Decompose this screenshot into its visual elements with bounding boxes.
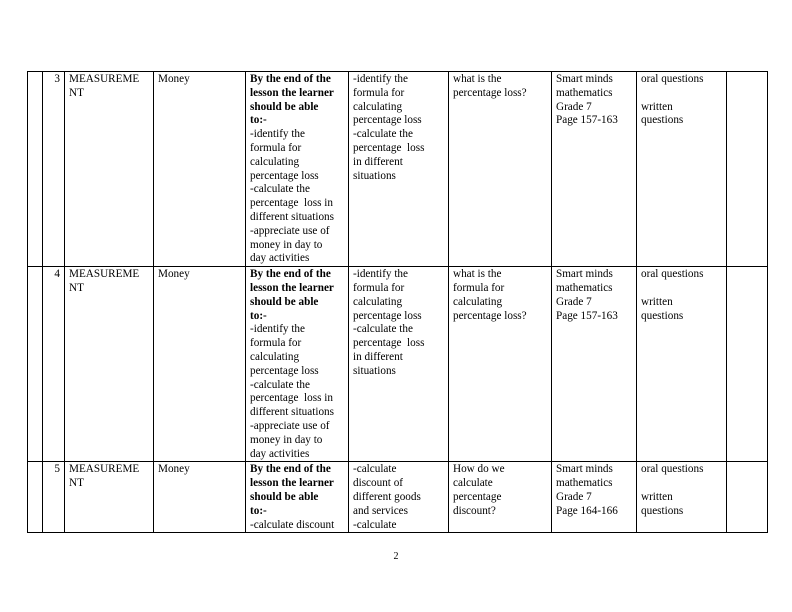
outcomes-heading-line: should be able bbox=[250, 100, 319, 113]
learning-experiences-cell-line: -calculate the bbox=[353, 128, 413, 141]
outcomes-heading-line: to:- bbox=[250, 504, 267, 517]
outcome-line: percentage loss in bbox=[250, 392, 333, 405]
assessment-cell bbox=[637, 72, 727, 267]
learning-outcomes-cell bbox=[246, 462, 349, 533]
assessment-cell bbox=[637, 462, 727, 533]
sub-strand-cell: Money bbox=[154, 267, 246, 462]
outcome-line: calculating bbox=[250, 155, 300, 168]
key-inquiry-cell-line: percentage loss? bbox=[453, 86, 527, 99]
learning-experiences-cell-line: -identify the bbox=[353, 268, 408, 281]
week-cell: 5 bbox=[43, 462, 65, 533]
outcome-line: -calculate the bbox=[250, 183, 310, 196]
outcome-line: calculating bbox=[250, 350, 300, 363]
outcomes-heading-line: to:- bbox=[250, 309, 267, 322]
learning-experiences-cell-line: calculating bbox=[353, 295, 403, 308]
outcome-line: different situations bbox=[250, 210, 334, 223]
outcome-line: -identify the bbox=[250, 128, 305, 141]
learning-resources-cell bbox=[552, 267, 637, 462]
key-inquiry-cell bbox=[449, 462, 552, 533]
key-inquiry-cell bbox=[449, 72, 552, 267]
outcomes-heading-line: By the end of the bbox=[250, 268, 331, 281]
learning-experiences-cell-line: percentage loss bbox=[353, 337, 425, 350]
learning-resources-cell-line: mathematics bbox=[556, 281, 613, 294]
outcome-line: -calculate discount bbox=[250, 518, 335, 531]
learning-resources-cell-line: Smart minds bbox=[556, 463, 613, 476]
learning-experiences-cell-line: -identify the bbox=[353, 73, 408, 85]
strand-cell-line: MEASUREME bbox=[69, 268, 140, 281]
outcome-line: percentage loss in bbox=[250, 197, 333, 210]
learning-outcomes-cell bbox=[246, 267, 349, 462]
outcome-line: formula for bbox=[250, 141, 302, 154]
week-cell: 3 bbox=[43, 72, 65, 267]
learning-resources-cell-line: Page 157-163 bbox=[556, 114, 618, 127]
scheme-of-work-table bbox=[27, 71, 768, 533]
blank-cell bbox=[28, 267, 43, 462]
learning-resources-cell-line: mathematics bbox=[556, 86, 613, 99]
blank-cell bbox=[28, 72, 43, 267]
assessment-cell-line: questions bbox=[641, 114, 684, 127]
remarks-cell bbox=[727, 462, 768, 533]
outcomes-heading-line: By the end of the bbox=[250, 463, 331, 476]
strand-cell-line: NT bbox=[69, 281, 84, 294]
learning-resources-cell-line: Smart minds bbox=[556, 268, 613, 281]
learning-experiences-cell bbox=[349, 72, 449, 267]
learning-experiences-cell bbox=[349, 267, 449, 462]
outcome-line: day activities bbox=[250, 447, 310, 460]
learning-experiences-cell-line: -calculate bbox=[353, 463, 397, 476]
learning-resources-cell-line: Grade 7 bbox=[556, 295, 592, 308]
learning-experiences-cell-line: situations bbox=[353, 364, 396, 377]
learning-experiences-cell-line: in different bbox=[353, 350, 403, 363]
learning-experiences-cell-line: -calculate the bbox=[353, 323, 413, 336]
page-number: 2 bbox=[393, 551, 399, 562]
key-inquiry-cell-line: calculate bbox=[453, 477, 493, 490]
learning-experiences-cell-line: formula for bbox=[353, 281, 405, 294]
assessment-cell bbox=[637, 267, 727, 462]
table-row bbox=[28, 462, 768, 533]
blank-line bbox=[641, 477, 722, 491]
remarks-cell bbox=[727, 72, 768, 267]
learning-experiences-cell-line: discount of bbox=[353, 477, 404, 490]
assessment-cell-line: oral questions bbox=[641, 268, 704, 281]
outcome-line: formula for bbox=[250, 337, 302, 350]
outcome-line: -calculate the bbox=[250, 378, 310, 391]
outcome-line: different situations bbox=[250, 406, 334, 419]
strand-cell-line: NT bbox=[69, 477, 84, 490]
learning-resources-cell-line: Page 157-163 bbox=[556, 309, 618, 322]
learning-experiences-cell-line: percentage loss bbox=[353, 141, 425, 154]
outcome-line: day activities bbox=[250, 252, 310, 265]
learning-experiences-cell-line: percentage loss bbox=[353, 309, 422, 322]
learning-experiences-cell-line: calculating bbox=[353, 100, 403, 113]
blank-line bbox=[641, 87, 722, 101]
learning-resources-cell-line: Grade 7 bbox=[556, 490, 592, 503]
assessment-cell-line: written bbox=[641, 100, 673, 113]
outcome-line: percentage loss bbox=[250, 169, 319, 182]
table-row bbox=[28, 267, 768, 462]
week-cell: 4 bbox=[43, 267, 65, 462]
assessment-cell-line: written bbox=[641, 490, 673, 503]
outcomes-heading-line: lesson the learner bbox=[250, 281, 334, 294]
key-inquiry-cell-line: percentage bbox=[453, 490, 502, 503]
learning-experiences-cell-line: in different bbox=[353, 155, 403, 168]
outcome-line: -appreciate use of bbox=[250, 419, 330, 432]
learning-experiences-cell-line: different goods bbox=[353, 490, 421, 503]
learning-experiences-cell bbox=[349, 462, 449, 533]
learning-experiences-cell-line: situations bbox=[353, 169, 396, 182]
learning-resources-cell-line: Smart minds bbox=[556, 73, 613, 85]
assessment-cell-line: oral questions bbox=[641, 463, 704, 476]
blank-line bbox=[641, 282, 722, 296]
key-inquiry-cell-line: discount? bbox=[453, 504, 496, 517]
learning-outcomes-cell bbox=[246, 72, 349, 267]
key-inquiry-cell-line: what is the bbox=[453, 268, 502, 281]
strand-cell-line: NT bbox=[69, 86, 84, 99]
learning-resources-cell-line: Grade 7 bbox=[556, 100, 592, 113]
key-inquiry-cell-line: calculating bbox=[453, 295, 503, 308]
learning-experiences-cell-line: percentage loss bbox=[353, 114, 422, 127]
sub-strand-cell: Money bbox=[154, 462, 246, 533]
outcome-line: -identify the bbox=[250, 323, 305, 336]
outcome-line: money in day to bbox=[250, 238, 323, 251]
sub-strand-cell: Money bbox=[154, 72, 246, 267]
key-inquiry-cell-line: percentage loss? bbox=[453, 309, 527, 322]
outcomes-heading-line: to:- bbox=[250, 114, 267, 127]
strand-cell bbox=[65, 462, 154, 533]
strand-cell-line: MEASUREME bbox=[69, 463, 140, 476]
strand-cell bbox=[65, 267, 154, 462]
outcome-line: -appreciate use of bbox=[250, 224, 330, 237]
key-inquiry-cell-line: How do we bbox=[453, 463, 505, 476]
outcome-line: money in day to bbox=[250, 433, 323, 446]
outcomes-heading-line: lesson the learner bbox=[250, 86, 334, 99]
outcomes-heading-line: By the end of the bbox=[250, 73, 331, 85]
key-inquiry-cell-line: what is the bbox=[453, 73, 502, 85]
assessment-cell-line: questions bbox=[641, 309, 684, 322]
learning-resources-cell-line: mathematics bbox=[556, 477, 613, 490]
strand-cell bbox=[65, 72, 154, 267]
learning-experiences-cell-line: and services bbox=[353, 504, 408, 517]
outcomes-heading-line: should be able bbox=[250, 490, 319, 503]
outcome-line: percentage loss bbox=[250, 364, 319, 377]
assessment-cell-line: questions bbox=[641, 504, 684, 517]
learning-resources-cell bbox=[552, 462, 637, 533]
table-row bbox=[28, 72, 768, 267]
learning-resources-cell-line: Page 164-166 bbox=[556, 504, 618, 517]
outcomes-heading-line: should be able bbox=[250, 295, 319, 308]
learning-experiences-cell-line: -calculate bbox=[353, 518, 397, 531]
blank-cell bbox=[28, 462, 43, 533]
learning-resources-cell bbox=[552, 72, 637, 267]
key-inquiry-cell bbox=[449, 267, 552, 462]
assessment-cell-line: written bbox=[641, 295, 673, 308]
key-inquiry-cell-line: formula for bbox=[453, 281, 505, 294]
assessment-cell-line: oral questions bbox=[641, 73, 704, 85]
remarks-cell bbox=[727, 267, 768, 462]
strand-cell-line: MEASUREME bbox=[69, 73, 140, 85]
learning-experiences-cell-line: formula for bbox=[353, 86, 405, 99]
outcomes-heading-line: lesson the learner bbox=[250, 477, 334, 490]
